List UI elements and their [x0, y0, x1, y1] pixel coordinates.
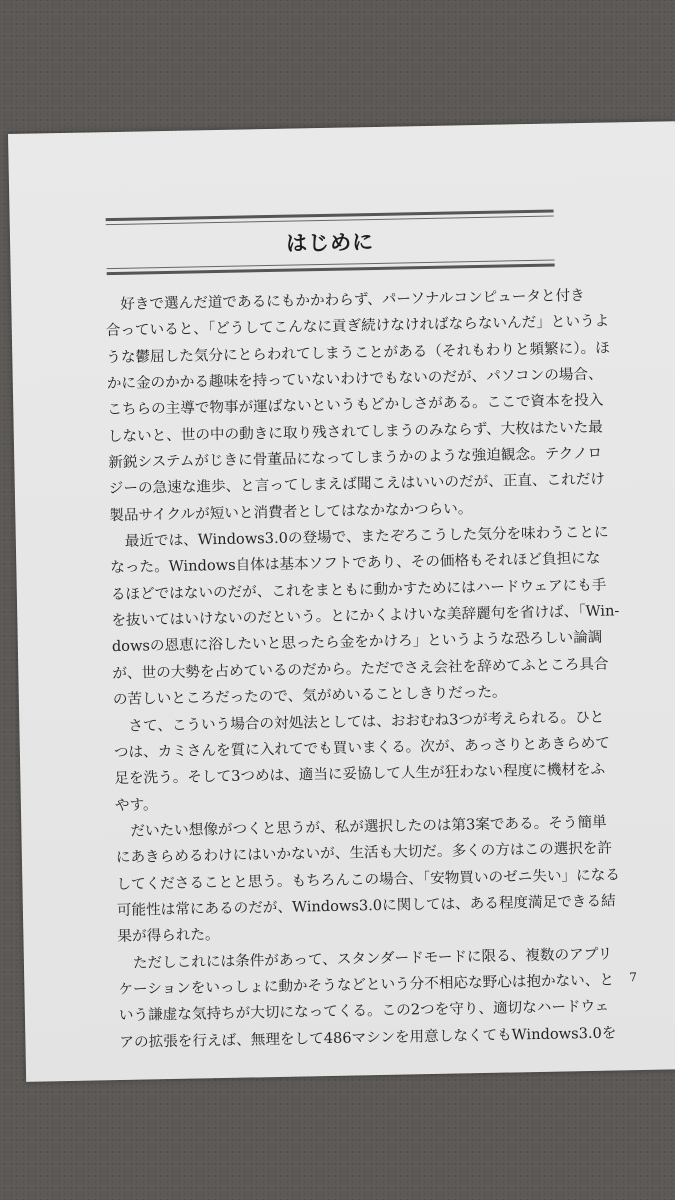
text-line: かに金のかかる趣味を持っていないわけでもないのだが、パソコンの場合、	[106, 365, 603, 393]
paragraph	[115, 810, 620, 951]
text-line: だいたい想像がつくと思うが、私が選択したのは第3案である。そう簡単	[130, 813, 607, 840]
text-line: アの拡張を行えば、無理をして486マシンを用意しなくてもWindows3.0を	[119, 1024, 617, 1051]
text-line: ただしこれには条件があって、スタンダードモードに限る、複数のアプリ	[132, 945, 613, 972]
text-line: 好きで選んだ道であるにもかかわらず、パーソナルコンピュータと付き	[120, 286, 585, 313]
text-line: しないと、世の中の動きに取り残されてしまうのみならず、大枚はたいた最	[107, 418, 603, 445]
title-top-rule	[106, 210, 554, 226]
text-line: さて、こういう場合の対処法としては、おおむね3つが考えられる。ひと	[128, 708, 605, 735]
text-line: ジーの急速な進歩、と言ってしまえば聞こえはいいのだが、正直、これだけ	[108, 471, 606, 498]
title-bottom-rule	[107, 260, 555, 276]
paragraph	[110, 520, 620, 713]
paragraph	[118, 942, 617, 1056]
text-line: るほどではないのだが、これをまともに動かすためにはハードウェアにも手	[110, 576, 607, 603]
paragraph	[113, 705, 611, 819]
text-line: 合っていると、「どうしてこんなに貢ぎ続けなければならないんだ」というよ	[105, 312, 610, 340]
text-line: 足を洗う。そして3つめは、適当に妥協して人生が狂わない程度に機材をふ	[114, 760, 606, 788]
text-line: 可能性は常にあるのだが、Windows3.0に関しては、ある程度満足できる結	[116, 892, 616, 919]
page-number: 7	[629, 970, 638, 985]
text-line: ケーションをいっしょに動かそうなどという分不相応な野心は抱かない、と	[118, 971, 615, 998]
text-line: 最近では、Windows3.0の登場で、またぞろこうした気分を味わうことに	[124, 523, 609, 550]
text-line: こちらの主導で物事が運ばないというもどかしさがある。ここで資本を投入	[107, 391, 604, 419]
text-line: を抜いてはいけないのだという。とにかくよけいな美辞麗句を省けば、「Win-	[111, 602, 620, 630]
text-line: 製品サイクルが短いと消費者としてはなかなかつらい。	[109, 499, 473, 524]
text-line: 果が得られた。	[117, 926, 220, 946]
book-page	[8, 121, 675, 1082]
paragraph	[105, 283, 610, 529]
text-line: が、世の大勢を占めているのだから。ただでさえ会社を辞めてふところ具合	[112, 655, 609, 682]
text-line: dowsの恩恵に浴したいと思ったら金をかけろ」というような恐ろしい論調	[111, 629, 603, 656]
text-line: にあきらめるわけにはいかないが、生活も大切だ。多くの方はこの選択を許	[115, 839, 613, 867]
text-line: の苦しいところだったので、気がめいることしきりだった。	[112, 683, 507, 709]
text-line: してくださることと思う。もちろんこの場合、「安物買いのゼニ失い」になる	[116, 865, 620, 893]
text-line: やす。	[114, 795, 158, 814]
chapter-title: はじめに	[285, 229, 375, 256]
text-line: つは、カミさんを質に入れてでも買いまくる。次が、あっさりとあきらめて	[113, 734, 611, 761]
text-line: いう謙虚な気持ちが大切になってくる。この2つを守り、適切なハードウェ	[118, 997, 610, 1025]
body-text	[105, 283, 620, 1056]
text-line: 新鋭システムがじきに骨董品になってしまうかのような強迫観念。テクノロ	[108, 444, 603, 472]
text-line: なった。Windows自体は基本ソフトであり、その価格もそれほど負担にな	[110, 550, 601, 577]
text-line: うな鬱屈した気分にとらわれてしまうことがある（それもわりと頻繁に）。ほ	[106, 339, 610, 366]
